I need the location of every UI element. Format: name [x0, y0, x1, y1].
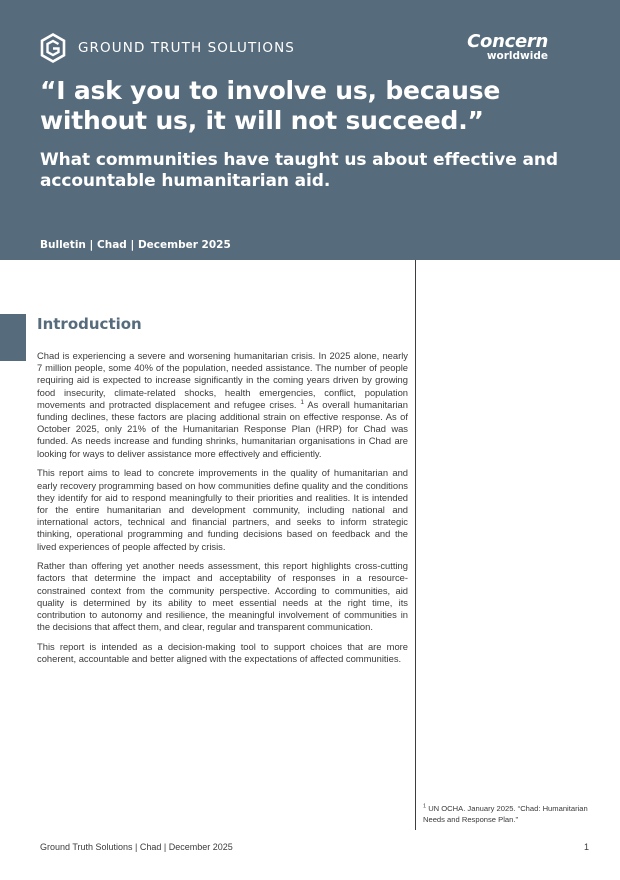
partner-name: Concern [467, 31, 548, 52]
body-text [37, 350, 408, 673]
paragraph: Rather than offering yet another needs assessment, this report highlights cross-cutting factors that determine the impact and acceptability of responses in a resource-constrained context from the community perspective. According to communities, aid quality is determined by its ability to meet essential needs at the right time, its contribution to autonomy and resilience, the meaningful involvement of communities in the decisions that affect them, and clear, regular and transparent communication. [37, 560, 408, 633]
page-number: 1 [584, 842, 590, 852]
paragraph: This report is intended as a decision-making tool to support choices that are more coherent, accountable and better aligned with the expectations of affected communities. [37, 640, 408, 665]
footnote-number: 1 [423, 803, 427, 810]
paragraph: This report aims to lead to concrete improvements in the quality of humanitarian and early recovery programming based on how communities define quality and the conditions they identify for aid to respond meaningfully to their priorities and realities. It is intended for the entire humanitarian and development community, including national and international actors, technical and financial partners, and seeks to inform strategic thinking, operational programming and funding decisions based on feedback and the lived experiences of people affected by crisis. [37, 467, 408, 552]
footnote [423, 804, 593, 825]
footer-text: Ground Truth Solutions | Chad | December 2025 [40, 842, 233, 852]
org-name: GROUND TRUTH SOLUTIONS [78, 40, 295, 56]
bulletin-line: Bulletin | Chad | December 2025 [40, 239, 231, 251]
page-subtitle: What communities have taught us about effective and accountable humanitarian aid. [40, 150, 558, 191]
cover-header [0, 0, 620, 260]
section-heading: Introduction [37, 315, 142, 333]
footnote-text: UN OCHA. January 2025. “Chad: Humanitarian Needs and Response Plan.” [423, 804, 588, 824]
partner-sub: worldwide [486, 50, 548, 62]
concern-worldwide-logo [467, 32, 548, 62]
column-divider [415, 260, 416, 830]
section-marker [0, 314, 26, 361]
paragraph-text: As overall humanitarian funding declines, these factors are placing additional strain on effective response. As of October 2025, only 21% of the Humanitarian Response Plan (HRP) for Chad was funded. As needs increase and funding shrinks, humanitarian organisations in Chad are looking for ways to deliver assistance more effectively and efficiently. [37, 398, 408, 459]
gts-hexagon-icon [40, 33, 66, 63]
footnote-ref[interactable]: 1 [300, 398, 305, 406]
page-title: “I ask you to involve us, because without us, it will not succeed.” [40, 76, 501, 135]
paragraph [37, 350, 408, 460]
paragraph-text: Chad is experiencing a severe and worsening humanitarian crisis. In 2025 alone, nearly 7 million people, some 40% of the population, needed assistance. The number of people requiring aid is expected to increase significantly in the coming years driven by growing food insecurity, climate-related shocks, health emergencies, conflict, population movements and protracted displacement and refugee crises. [37, 350, 408, 410]
ground-truth-solutions-logo [40, 33, 295, 63]
